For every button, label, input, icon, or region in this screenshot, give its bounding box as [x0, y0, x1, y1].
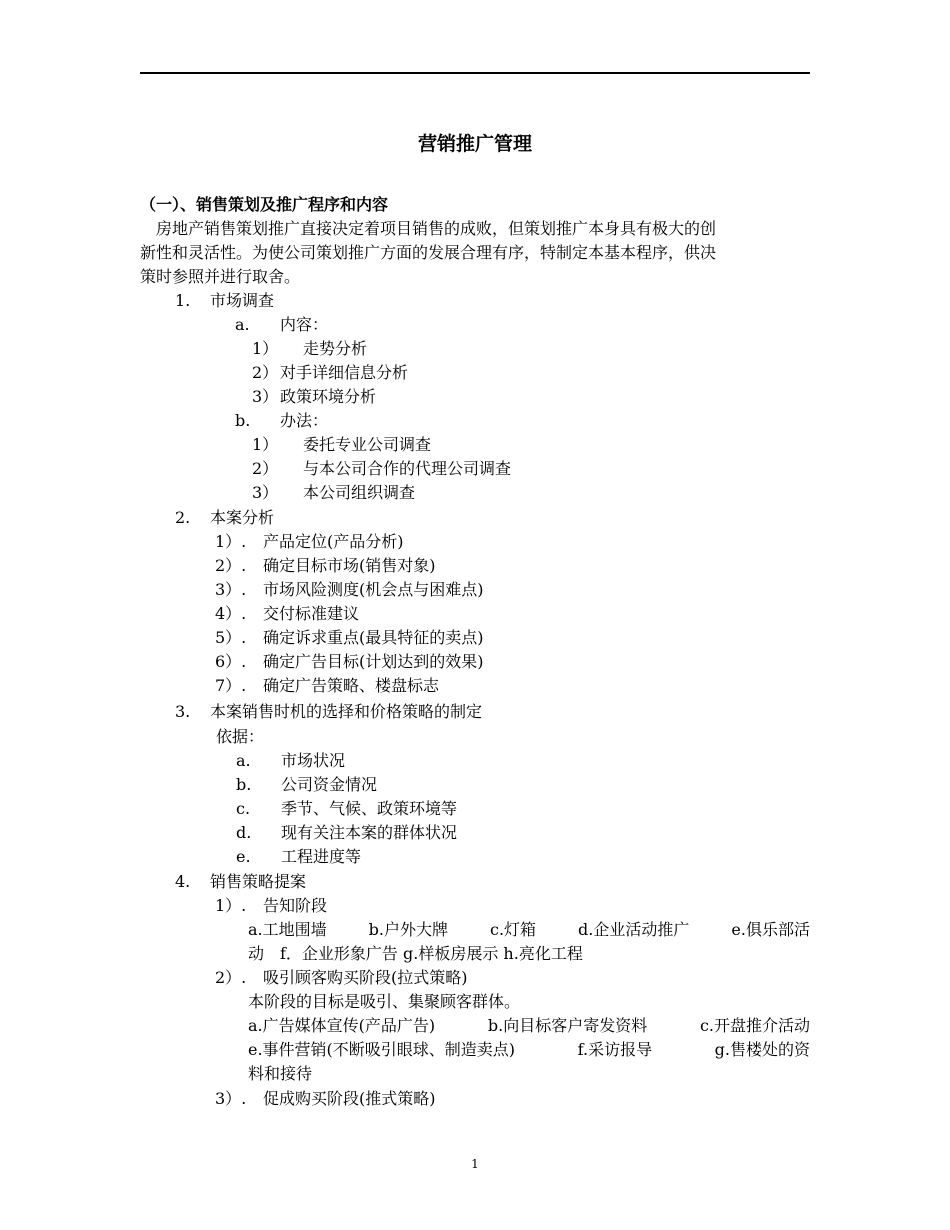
item-text: 公司资金情况 [281, 775, 378, 794]
s1-number: 1. [175, 291, 191, 310]
item-number: d. [236, 823, 252, 842]
header-rule [140, 72, 810, 74]
item-text: 产品定位(产品分析) [263, 532, 404, 551]
phase-number: 2）. [215, 968, 247, 987]
s1-a-label: a. [235, 315, 250, 334]
document-title: 营销推广管理 [417, 133, 532, 155]
phase-number: 1）. [215, 896, 247, 915]
s2-title: 本案分析 [210, 508, 275, 527]
tactic: f.采访报导 [577, 1040, 653, 1059]
item-number: 2） [252, 459, 279, 478]
s3-title: 本案销售时机的选择和价格策略的制定 [210, 702, 483, 721]
intro-line-2: 新性和灵活性。为使公司策划推广方面的发展合理有序，特制定本基本程序，供决 [140, 243, 717, 262]
item-text: 交付标准建议 [263, 604, 360, 623]
item-number: 3） [252, 483, 279, 502]
item-number: 2） [252, 363, 279, 382]
tactic: b.向目标客户寄发资料 [487, 1016, 648, 1035]
item-number: 1） [252, 339, 279, 358]
item-text: 本公司组织调查 [303, 483, 416, 502]
tactic: g.售楼处的资 [714, 1040, 810, 1059]
item-number: e. [236, 847, 251, 866]
tactic: b.户外大牌 [368, 920, 448, 939]
phase-number: 3）. [215, 1089, 247, 1108]
item-number: 5）. [215, 628, 247, 647]
item-number: c. [236, 799, 251, 818]
item-text: 政策环境分析 [280, 387, 377, 406]
tactic: e.事件营销(不断吸引眼球、制造卖点) [248, 1040, 516, 1059]
item-number: 3）. [215, 580, 247, 599]
item-text: 确定广告目标(计划达到的效果) [263, 652, 484, 671]
tactic: e.俱乐部活 [731, 920, 810, 939]
item-number: 3） [252, 387, 279, 406]
item-number: 1） [252, 435, 279, 454]
phase-title: 促成购买阶段(推式策略) [263, 1089, 436, 1108]
tactic: d.企业活动推广 [578, 920, 690, 939]
item-text: 现有关注本案的群体状况 [281, 823, 458, 842]
phase-title: 告知阶段 [263, 896, 328, 915]
s4-number: 4. [175, 872, 191, 891]
tactic: c.灯箱 [489, 920, 537, 939]
phase-1-tactics-row-2: 动 f．企业形象广告 g.样板房展示 h.亮化工程 [248, 944, 583, 963]
item-text: 对手详细信息分析 [280, 363, 409, 382]
page-number: 1 [471, 1157, 479, 1171]
tactic: c.开盘推介活动 [699, 1016, 810, 1035]
item-number: 4）. [215, 604, 247, 623]
item-text: 季节、气候、政策环境等 [281, 799, 458, 818]
s3-number: 3. [175, 702, 191, 721]
phase-2-tactics-row-2 [248, 1038, 810, 1062]
phase-2-tactics-row-3: 料和接待 [248, 1064, 313, 1083]
item-number: 1）. [215, 532, 247, 551]
item-text: 与本公司合作的代理公司调查 [303, 459, 512, 478]
intro-line-1: 房地产销售策划推广直接决定着项目销售的成败，但策划推广本身具有极大的创 [156, 219, 717, 238]
item-text: 确定诉求重点(最具特征的卖点) [263, 628, 484, 647]
item-text: 走势分析 [303, 339, 368, 358]
phase-2-tactics-row-1 [248, 1014, 810, 1038]
item-number: b. [236, 775, 252, 794]
phase-2-goal: 本阶段的目标是吸引、集聚顾客群体。 [248, 992, 521, 1011]
tactic: a.工地围墙 [248, 920, 327, 939]
item-number: 7）. [215, 676, 247, 695]
item-number: 2）. [215, 556, 247, 575]
item-text: 工程进度等 [281, 847, 362, 866]
item-number: 6）. [215, 652, 247, 671]
item-number: a. [236, 751, 251, 770]
s1-b-label: b. [235, 411, 251, 430]
s4-title: 销售策略提案 [210, 872, 307, 891]
intro-line-3: 策时参照并进行取舍。 [140, 267, 301, 286]
tactic: a.广告媒体宣传(产品广告) [248, 1016, 436, 1035]
s1-a-title: 内容： [280, 315, 329, 334]
s1-title: 市场调查 [210, 291, 275, 310]
phase-1-tactics-row-1 [248, 918, 810, 942]
basis-label: 依据： [216, 727, 265, 746]
phase-title: 吸引顾客购买阶段(拉式策略) [263, 968, 468, 987]
item-text: 确定广告策略、楼盘标志 [263, 676, 440, 695]
s2-number: 2. [175, 508, 191, 527]
item-text: 确定目标市场(销售对象) [263, 556, 436, 575]
item-text: 市场风险测度(机会点与困难点) [263, 580, 484, 599]
item-text: 市场状况 [281, 751, 346, 770]
item-text: 委托专业公司调查 [303, 435, 432, 454]
s1-b-title: 办法： [280, 411, 329, 430]
section-heading: （一）、销售策划及推广程序和内容 [140, 195, 389, 214]
